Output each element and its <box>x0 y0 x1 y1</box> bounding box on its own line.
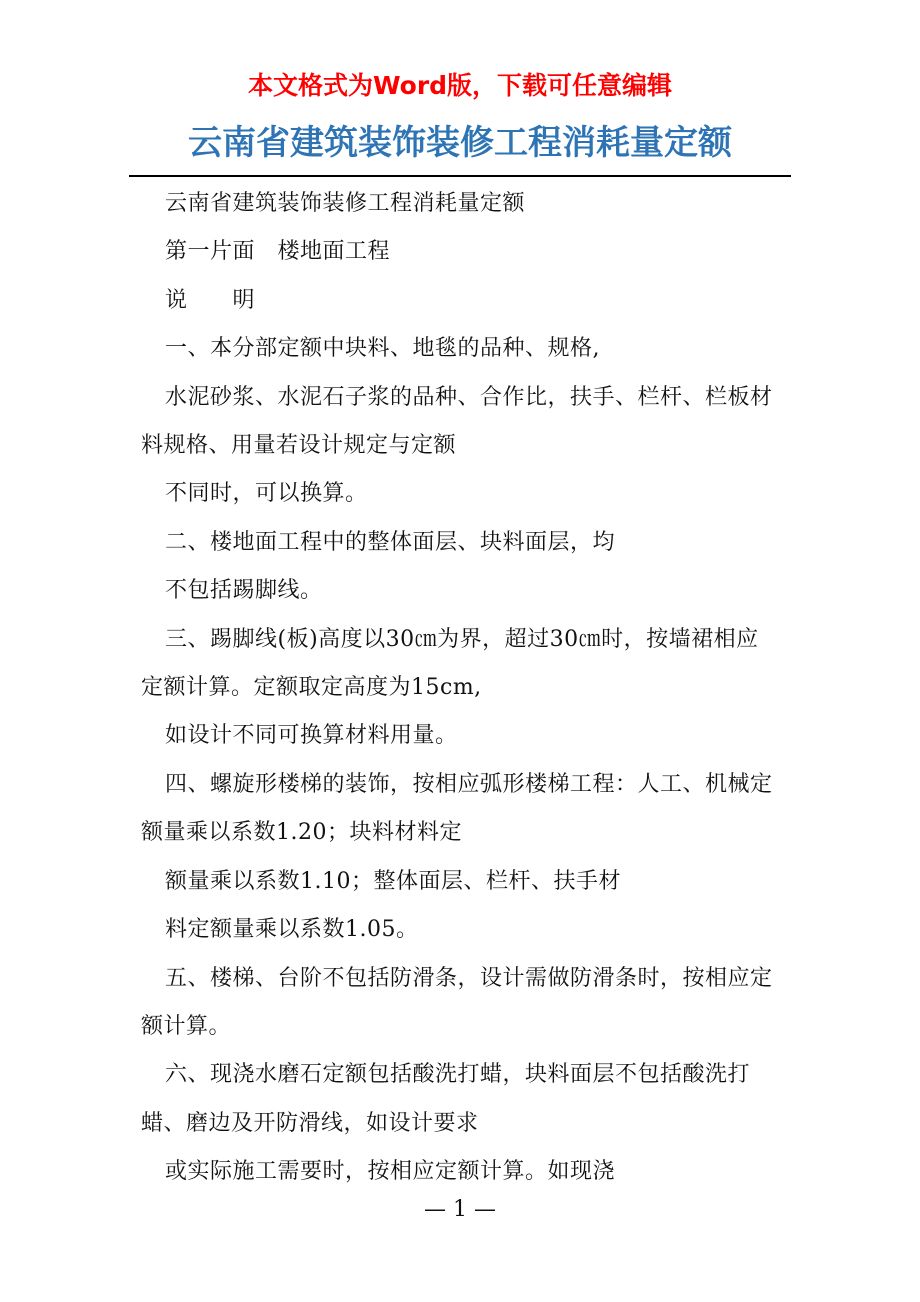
body-paragraph: 一、本分部定额中块料、地毯的品种、规格, <box>165 336 600 362</box>
body-paragraph: 四、螺旋形楼梯的装饰，按相应弧形楼梯工程：人工、机械定额量乘以系数1.20；块料材料定 <box>141 771 773 846</box>
body-paragraph: 二、楼地面工程中的整体面层、块料面层，均 <box>165 529 616 555</box>
title-divider <box>129 175 791 177</box>
page-number: — 1 — <box>424 1197 496 1222</box>
document-body <box>141 180 781 1197</box>
body-paragraph: 三、踢脚线(板)高度以30㎝为界，超过30㎝时，按墙裙相应定额计算。定额取定高度为15cm, <box>141 626 759 701</box>
body-paragraph: 额量乘以系数1.10；整体面层、栏杆、扶手材 <box>165 868 621 894</box>
body-paragraph: 水泥砂浆、水泥石子浆的品种、合作比，扶手、栏杆、栏板材料规格、用量若设计规定与定额 <box>141 384 773 459</box>
body-paragraph: 说 明 <box>165 287 256 313</box>
body-paragraph: 六、现浇水磨石定额包括酸洗打蜡，块料面层不包括酸洗打蜡、磨边及开防滑线，如设计要求 <box>141 1062 751 1136</box>
body-paragraph: 或实际施工需要时，按相应定额计算。如现浇 <box>165 1159 616 1185</box>
body-paragraph: 料定额量乘以系数1.05。 <box>165 917 419 943</box>
body-paragraph: 不同时，可以换算。 <box>165 481 368 507</box>
body-paragraph: 不包括踢脚线。 <box>165 578 323 604</box>
body-paragraph: 五、楼梯、台阶不包括防滑条，设计需做防滑条时，按相应定额计算。 <box>141 965 773 1039</box>
document-title: 云南省建筑装饰装修工程消耗量定额 <box>188 123 732 163</box>
body-paragraph: 第一片面 楼地面工程 <box>165 239 391 265</box>
body-paragraph: 云南省建筑装饰装修工程消耗量定额 <box>165 191 526 216</box>
body-paragraph: 如设计不同可换算材料用量。 <box>165 723 458 749</box>
format-notice-banner: 本文格式为Word版，下载可任意编辑 <box>247 71 673 100</box>
